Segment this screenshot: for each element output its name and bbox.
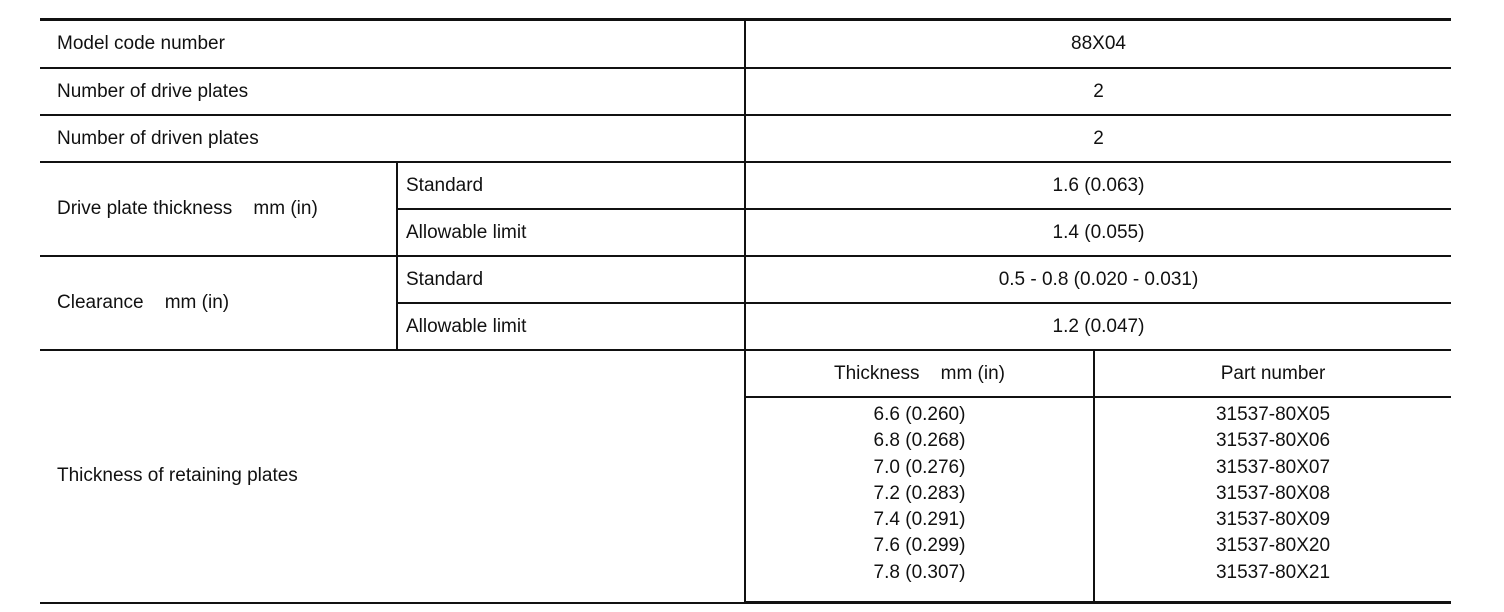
drive-plates-value: 2 (745, 68, 1451, 115)
part-number-value: 31537-80X06 (1215, 430, 1331, 452)
table-row (40, 256, 1451, 303)
table-row (40, 68, 1451, 115)
drive-plate-standard-value: 1.6 (0.063) (745, 162, 1451, 209)
part-number-list (1095, 398, 1451, 586)
clearance-limit-label: Allowable limit (397, 303, 745, 350)
drive-plate-standard-label: Standard (397, 162, 745, 209)
table-row (40, 20, 1451, 69)
part-number-list-cell (1094, 397, 1451, 603)
drive-plate-limit-label: Allowable limit (397, 209, 745, 256)
thickness-list (746, 398, 1093, 586)
part-number-value: 31537-80X08 (1215, 482, 1331, 504)
model-code-label: Model code number (40, 20, 745, 69)
thickness-value: 7.6 (0.299) (873, 535, 966, 557)
thickness-value: 6.6 (0.260) (873, 404, 966, 425)
table-row (40, 350, 1451, 397)
thickness-value: 7.2 (0.283) (873, 482, 966, 504)
clearance-standard-label: Standard (397, 256, 745, 303)
driven-plates-value: 2 (745, 115, 1451, 162)
part-number-value: 31537-80X07 (1215, 456, 1331, 478)
table-row (40, 115, 1451, 162)
driven-plates-label: Number of driven plates (40, 115, 745, 162)
retaining-plates-label: Thickness of retaining plates (40, 350, 745, 603)
thickness-value: 7.0 (0.276) (873, 456, 966, 478)
drive-plate-limit-value: 1.4 (0.055) (745, 209, 1451, 256)
clutch-spec-table (40, 18, 1451, 604)
clearance-label: Clearance mm (in) (40, 256, 397, 350)
part-number-column-header: Part number (1094, 350, 1451, 397)
clearance-standard-value: 0.5 - 0.8 (0.020 - 0.031) (745, 256, 1451, 303)
part-number-value: 31537-80X21 (1215, 561, 1331, 583)
thickness-value: 7.4 (0.291) (873, 509, 966, 531)
drive-plate-thickness-label: Drive plate thickness mm (in) (40, 162, 397, 256)
model-code-value: 88X04 (745, 20, 1451, 69)
drive-plates-label: Number of drive plates (40, 68, 745, 115)
part-number-value: 31537-80X05 (1215, 404, 1331, 425)
thickness-value: 7.8 (0.307) (873, 561, 966, 583)
part-number-value: 31537-80X09 (1215, 509, 1331, 531)
thickness-list-cell (745, 397, 1094, 603)
clearance-limit-value: 1.2 (0.047) (745, 303, 1451, 350)
thickness-column-header: Thickness mm (in) (745, 350, 1094, 397)
thickness-value: 6.8 (0.268) (873, 430, 966, 452)
table-row (40, 162, 1451, 209)
part-number-value: 31537-80X20 (1215, 535, 1331, 557)
